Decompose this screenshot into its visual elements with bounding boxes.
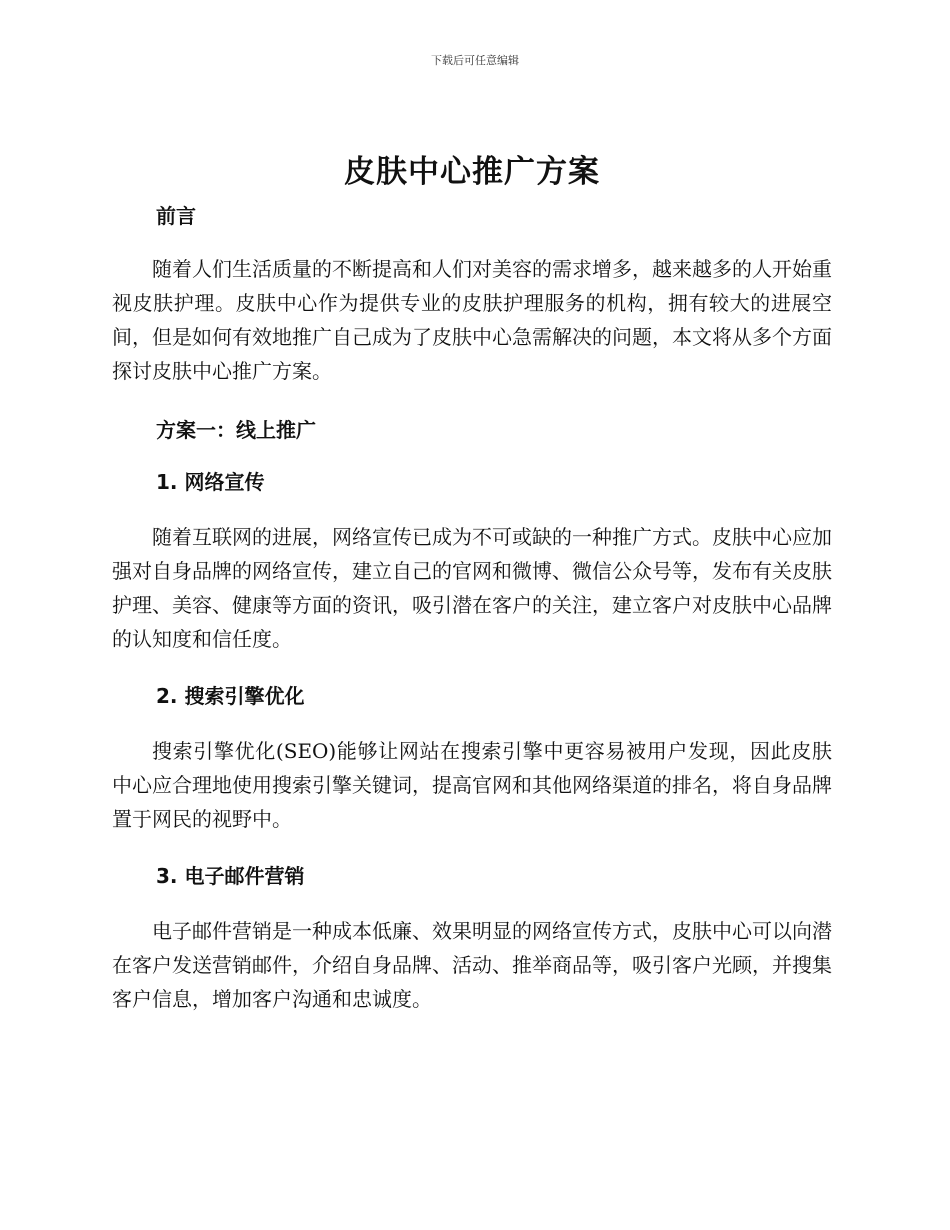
section-heading-web-promotion: 1. 网络宣传 — [156, 470, 265, 494]
preface-paragraph: 随着人们生活质量的不断提高和人们对美容的需求增多，越来越多的人开始重视皮肤护理。皮肤中心作为提供专业的皮肤护理服务的机构，拥有较大的进展空间，但是如何有效地推广自己成为了皮肤中心急需解决的问题，本文将从多个方面探讨皮肤中心推广方案。 — [112, 257, 832, 383]
section-paragraph-web-promotion: 随着互联网的进展，网络宣传已成为不可或缺的一种推广方式。皮肤中心应加强对自身品牌的网络宣传，建立自己的官网和微博、微信公众号等，发布有关皮肤护理、美容、健康等方面的资讯，吸引潜在客户的关注，建立客户对皮肤中心品牌的认知度和信任度。 — [112, 525, 832, 651]
plan1-heading: 方案一：线上推广 — [156, 418, 316, 442]
document-body — [112, 148, 832, 1016]
section-heading-seo: 2. 搜索引擎优化 — [156, 684, 305, 708]
section-paragraph-seo: 搜索引擎优化(SEO)能够让网站在搜索引擎中更容易被用户发现，因此皮肤中心应合理地使用搜索引擎关键词，提高官网和其他网络渠道的排名，将自身品牌置于网民的视野中。 — [112, 739, 832, 831]
section-heading-email-marketing: 3. 电子邮件营销 — [156, 864, 305, 888]
section-paragraph-email-marketing: 电子邮件营销是一种成本低廉、效果明显的网络宣传方式，皮肤中心可以向潜在客户发送营销邮件，介绍自身品牌、活动、推举商品等，吸引客户光顾，并搜集客户信息，增加客户沟通和忠诚度。 — [112, 919, 832, 1011]
document-title: 皮肤中心推广方案 — [344, 154, 600, 190]
preface-heading: 前言 — [156, 204, 196, 228]
page-header-note: 下载后可任意编辑 — [431, 54, 519, 67]
